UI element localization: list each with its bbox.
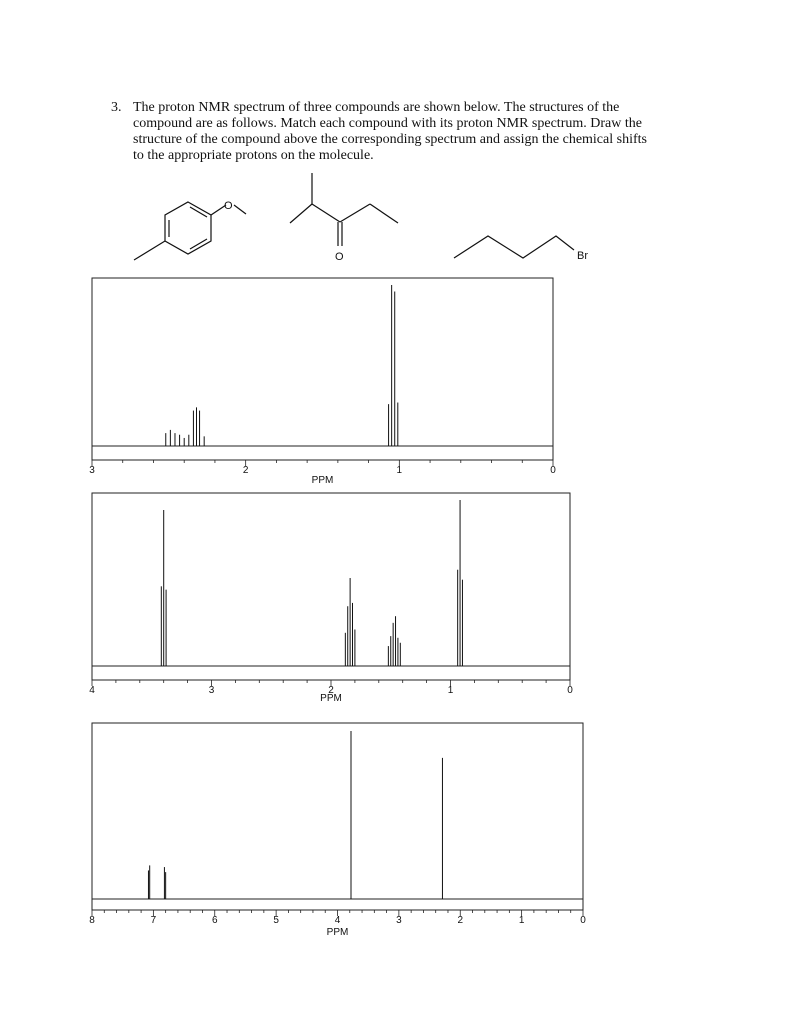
question-line: to the appropriate protons on the molecule. bbox=[133, 148, 374, 163]
tick-label: 3 bbox=[89, 465, 95, 476]
question-number: 3. bbox=[111, 100, 122, 115]
axis-label: PPM bbox=[326, 927, 349, 938]
tick-label: 4 bbox=[89, 685, 95, 696]
tick-label: 8 bbox=[89, 915, 95, 926]
bromine-label: Br bbox=[577, 250, 588, 262]
tick-label: 0 bbox=[550, 465, 556, 476]
tick-label: 6 bbox=[211, 915, 218, 926]
axis-label: PPM bbox=[320, 693, 342, 704]
question-line: compound are as follows. Match each compound with its proton NMR spectrum. Draw the bbox=[133, 116, 642, 131]
axis-label: PPM bbox=[311, 475, 334, 486]
question-line: structure of the compound above the corresponding spectrum and assign the chemical shifts bbox=[133, 132, 647, 147]
spectrum-1 bbox=[89, 278, 556, 486]
question-line: The proton NMR spectrum of three compounds are shown below. The structures of the bbox=[133, 100, 620, 115]
oxygen-label: O bbox=[224, 200, 233, 212]
spectrum-3 bbox=[89, 723, 586, 938]
tick-label: 2 bbox=[457, 915, 464, 926]
tick-label: 2 bbox=[328, 685, 334, 696]
spectrum-2 bbox=[89, 493, 573, 704]
plot-frame bbox=[92, 278, 553, 460]
oxygen-label: O bbox=[335, 251, 344, 263]
tick-label: 3 bbox=[208, 685, 215, 696]
tick-label: 1 bbox=[447, 685, 454, 696]
tick-label: 5 bbox=[273, 915, 279, 926]
tick-label: 4 bbox=[334, 915, 341, 926]
tick-label: 0 bbox=[580, 915, 586, 926]
tick-label: 1 bbox=[396, 465, 403, 476]
tick-label: 7 bbox=[150, 915, 157, 926]
tick-label: 1 bbox=[518, 915, 525, 926]
tick-label: 2 bbox=[242, 465, 249, 476]
tick-label: 3 bbox=[396, 915, 402, 926]
tick-label: 0 bbox=[567, 685, 573, 696]
